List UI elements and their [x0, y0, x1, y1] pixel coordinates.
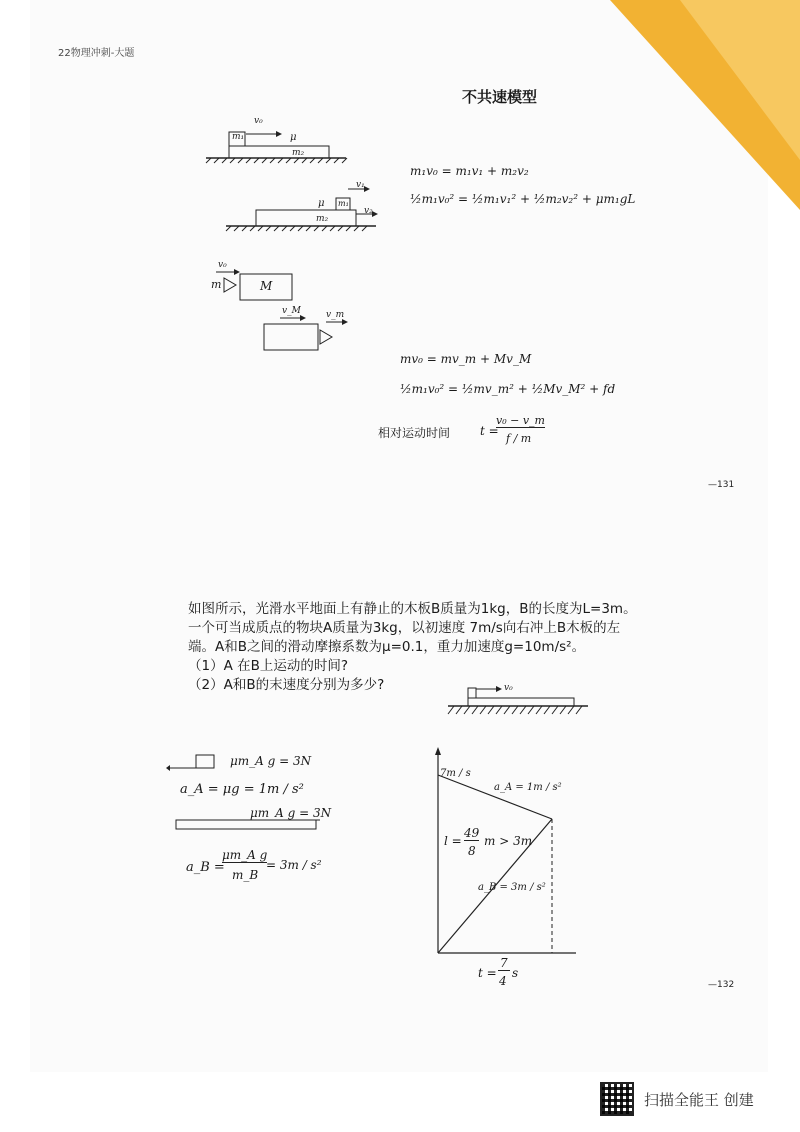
label-vm: v_m	[326, 310, 345, 320]
problem-line-1: 如图所示，光滑水平地面上有静止的木板B质量为1kg，B的长度为L=3m。	[188, 601, 637, 617]
acceleration-B-denominator: m_B	[232, 868, 259, 882]
label-M-block: M	[260, 279, 273, 293]
problem-line-3: 端。A和B之间的滑动摩擦系数为μ=0.1，重力加速度g=10m/s²。	[188, 639, 586, 655]
force-diagram-B	[172, 818, 322, 832]
graph-t-rhs: s	[512, 966, 519, 980]
graph-t-denominator: 4	[499, 974, 507, 988]
graph-l-numerator: 49	[464, 826, 480, 840]
page-corner-fold-highlight	[680, 0, 800, 160]
bullet-block-diagram	[200, 256, 360, 356]
label-v0-bullet: v₀	[218, 260, 227, 270]
problem-line-2: 一个可当成质点的物块A质量为3kg，以初速度 7m/s向右冲上B木板的左	[188, 620, 621, 636]
graph-aA-label: a_A = 1m / s²	[494, 782, 562, 793]
acceleration-A: a_A = μg = 1m / s²	[180, 782, 304, 797]
label-vM: v_M	[282, 306, 301, 316]
page-number-131: —131	[708, 480, 735, 490]
problem-diagram	[444, 680, 594, 725]
question-1: （1）A 在B上运动的时间?	[188, 658, 349, 674]
graph-v-axis-arrow	[435, 747, 441, 755]
graph-l-denominator: 8	[468, 844, 476, 858]
time-denominator: f / m	[506, 432, 532, 445]
label-v2: v₂	[364, 206, 373, 216]
page-title: 不共速模型	[462, 88, 538, 106]
label-m2-bottom: m₂	[316, 214, 329, 224]
eq2-energy: ½m₁v₀² = ½mv_m² + ½Mv_M² + fd	[400, 382, 616, 396]
watermark-text: 扫描全能王 创建	[644, 1090, 754, 1109]
friction-on-B: μm_A g = 3N	[250, 806, 332, 820]
acceleration-B-numerator: μm_A g	[222, 848, 268, 862]
graph-l-lhs: l =	[444, 834, 462, 848]
acceleration-B-rhs: = 3m / s²	[266, 858, 322, 872]
relative-time-label: 相对运动时间	[378, 426, 451, 440]
problem-label-v0: v₀	[504, 683, 513, 693]
graph-l-rhs: m > 3m	[484, 834, 533, 848]
eq1-energy: ½m₁v₀² = ½m₁v₁² + ½m₂v₂² + μm₁gL	[410, 192, 636, 206]
time-numerator: v₀ − v_m	[496, 414, 545, 427]
page-number-132: —132	[708, 980, 735, 990]
header-left: 22物理冲刺-大题	[58, 48, 135, 59]
label-mu-top: μ	[290, 132, 297, 143]
time-lhs: t =	[480, 424, 499, 438]
label-m1-top: m₁	[232, 132, 245, 142]
eq1-momentum: m₁v₀ = m₁v₁ + m₂v₂	[410, 164, 529, 178]
eq2-momentum: mv₀ = mv_m + Mv_M	[400, 352, 532, 366]
label-v0-top: v₀	[254, 116, 263, 126]
question-2: （2）A和B的末速度分别为多少?	[188, 677, 385, 693]
qr-code-icon	[600, 1082, 634, 1116]
graph-t-numerator: 7	[500, 956, 508, 970]
board-diagram-1	[196, 110, 396, 240]
label-m2-top: m₂	[292, 148, 305, 158]
label-v1: v₁	[356, 180, 365, 190]
force-diagram-A	[166, 752, 226, 772]
scanner-watermark	[600, 1082, 754, 1116]
graph-t-lhs: t =	[478, 966, 497, 980]
graph-v0-label: 7m / s	[440, 768, 471, 779]
acceleration-B-lhs: a_B =	[186, 860, 225, 875]
label-m-bullet: m	[211, 278, 222, 291]
friction-on-A: μm_A g = 3N	[230, 754, 312, 768]
label-mu-bottom: μ	[318, 198, 325, 209]
graph-aB-label: a_B = 3m / s²	[478, 882, 546, 893]
label-m1-bottom: m₁	[338, 199, 349, 208]
